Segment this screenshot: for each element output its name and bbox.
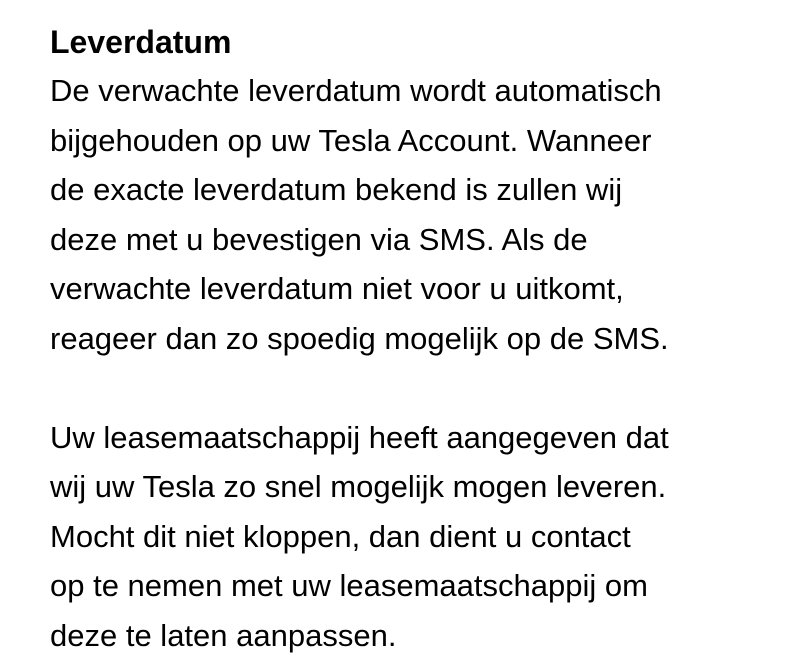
paragraph-line: Uw leasemaatschappij heeft aangegeven dat: [50, 419, 669, 455]
paragraph-line: deze met u bevestigen via SMS. Als de: [50, 221, 588, 257]
paragraph-delivery-date: [50, 66, 780, 363]
section-title: Leverdatum: [50, 24, 232, 60]
delivery-info-section: [50, 18, 780, 660]
paragraph-line: op te nemen met uw leasemaatschappij om: [50, 568, 648, 603]
paragraph-line: Mocht dit niet kloppen, dan dient u contact: [50, 518, 631, 554]
paragraph-line: wij uw Tesla zo snel mogelijk mogen leveren.: [50, 469, 667, 504]
paragraph-line: reageer dan zo spoedig mogelijk op de SMS.: [50, 320, 669, 356]
paragraph-lease-company: [50, 413, 780, 661]
paragraph-line: deze te laten aanpassen.: [50, 617, 397, 653]
paragraph-line: bijgehouden op uw Tesla Account. Wanneer: [50, 122, 652, 158]
paragraph-line: de exacte leverdatum bekend is zullen wij: [50, 172, 623, 207]
paragraph-line: verwachte leverdatum niet voor u uitkomt,: [50, 271, 624, 306]
paragraph-line: De verwachte leverdatum wordt automatisch: [50, 73, 662, 108]
paragraph-spacer: [50, 363, 780, 413]
